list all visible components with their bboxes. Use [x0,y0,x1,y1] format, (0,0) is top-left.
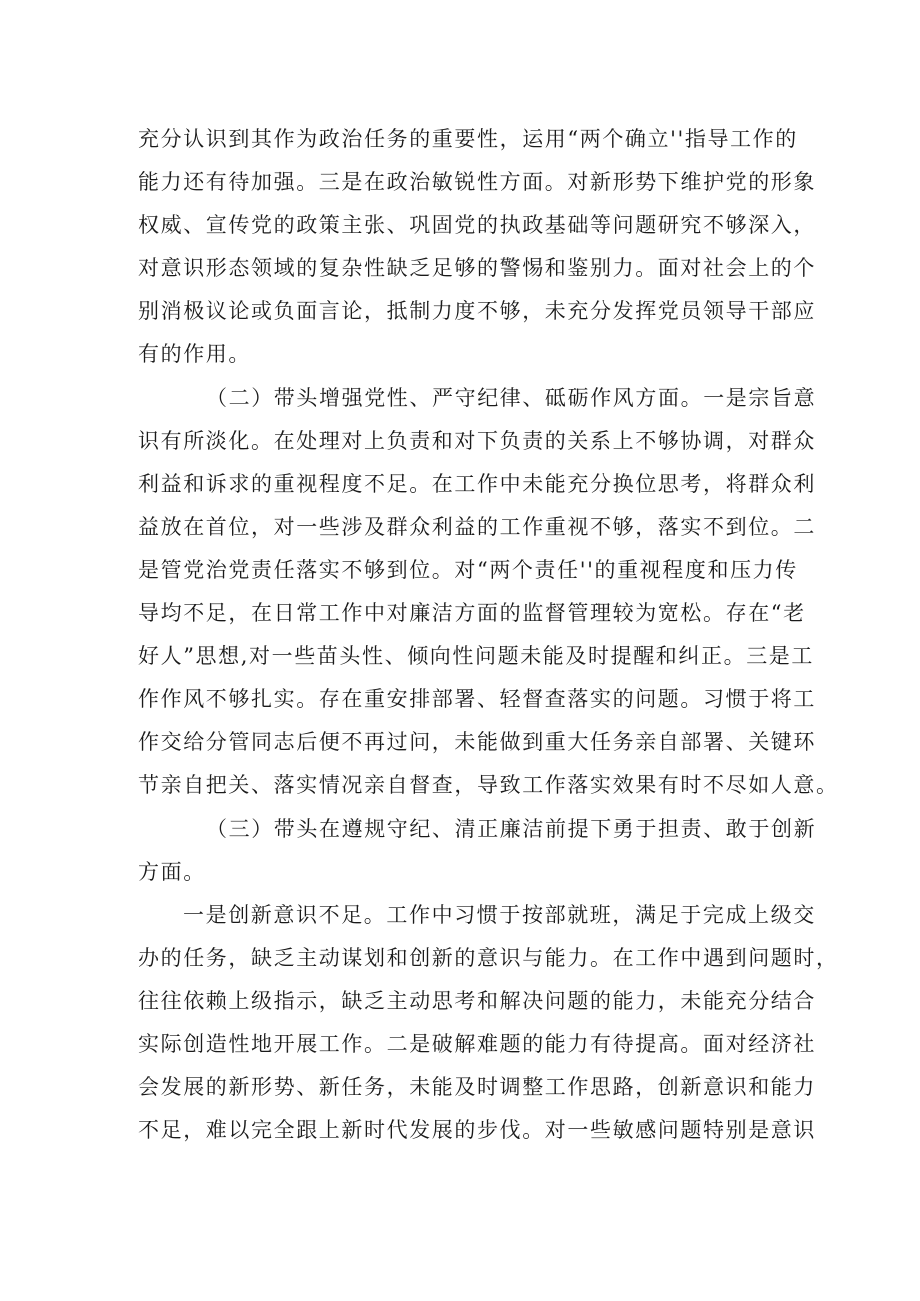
text-line: 办的任务，缺乏主动谋划和创新的意识与能力。在工作中遇到问题时， [138,946,839,970]
text-line: 对意识形态领域的复杂性缺乏足够的警惕和鉴别力。面对社会上的个 [138,256,816,280]
section-heading-3: （三）带头在遵规守纪、清正廉洁前提下勇于担责、敢于创新 [206,817,817,841]
text-line: 实际创造性地开展工作。二是破解难题的能力有待提高。面对经济社 [138,1032,816,1056]
text-line: 有的作用。 [138,342,251,366]
text-line: 往往依赖上级指示，缺乏主动思考和解决问题的能力，未能充分结合 [138,989,816,1013]
text-line: 利益和诉求的重视程度不足。在工作中未能充分换位思考，将群众利 [138,472,816,496]
text-line: 导均不足，在日常工作中对廉洁方面的监督管理较为宽松。存在“老 [138,601,806,625]
text-line: 识有所淡化。在处理对上负责和对下负责的关系上不够协调，对群众 [138,429,816,453]
text-line: 益放在首位，对一些涉及群众利益的工作重视不够，落实不到位。二 [138,515,816,539]
section-heading-2: （二）带头增强党性、严守纪律、砥砺作风方面。一是宗旨意 [206,386,817,410]
text-line: 别消极议论或负面言论，抵制力度不够，未充分发挥党员领导干部应 [138,299,816,323]
text-line: 好人”思想,对一些苗头性、倾向性问题未能及时提醒和纠正。三是工 [138,644,815,668]
text-line: 作作风不够扎实。存在重安排部署、轻督查落实的问题。习惯于将工 [138,687,816,711]
text-line: 是管党治党责任落实不够到位。对“两个责任''的重视程度和压力传 [138,558,798,582]
text-line: 权威、宣传党的政策主张、巩固党的执政基础等问题研究不够深入， [138,213,816,237]
text-line: 节亲自把关、落实情况亲自督查，导致工作落实效果有时不尽如人意。 [138,773,839,797]
paragraph-start: 一是创新意识不足。工作中习惯于按部就班，满足于完成上级交 [183,903,816,927]
text-line: 方面。 [138,860,206,884]
text-line: 不足，难以完全跟上新时代发展的步伐。对一些敏感问题特别是意识 [138,1118,816,1142]
text-line: 会发展的新形势、新任务，未能及时调整工作思路，创新意识和能力 [138,1075,816,1099]
text-line: 作交给分管同志后便不再过问，未能做到重大任务亲自部署、关键环 [138,730,816,754]
text-line: 充分认识到其作为政治任务的重要性，运用“两个确立''指导工作的 [138,127,798,151]
text-line: 能力还有待加强。三是在政治敏锐性方面。对新形势下维护党的形象 [138,170,816,194]
